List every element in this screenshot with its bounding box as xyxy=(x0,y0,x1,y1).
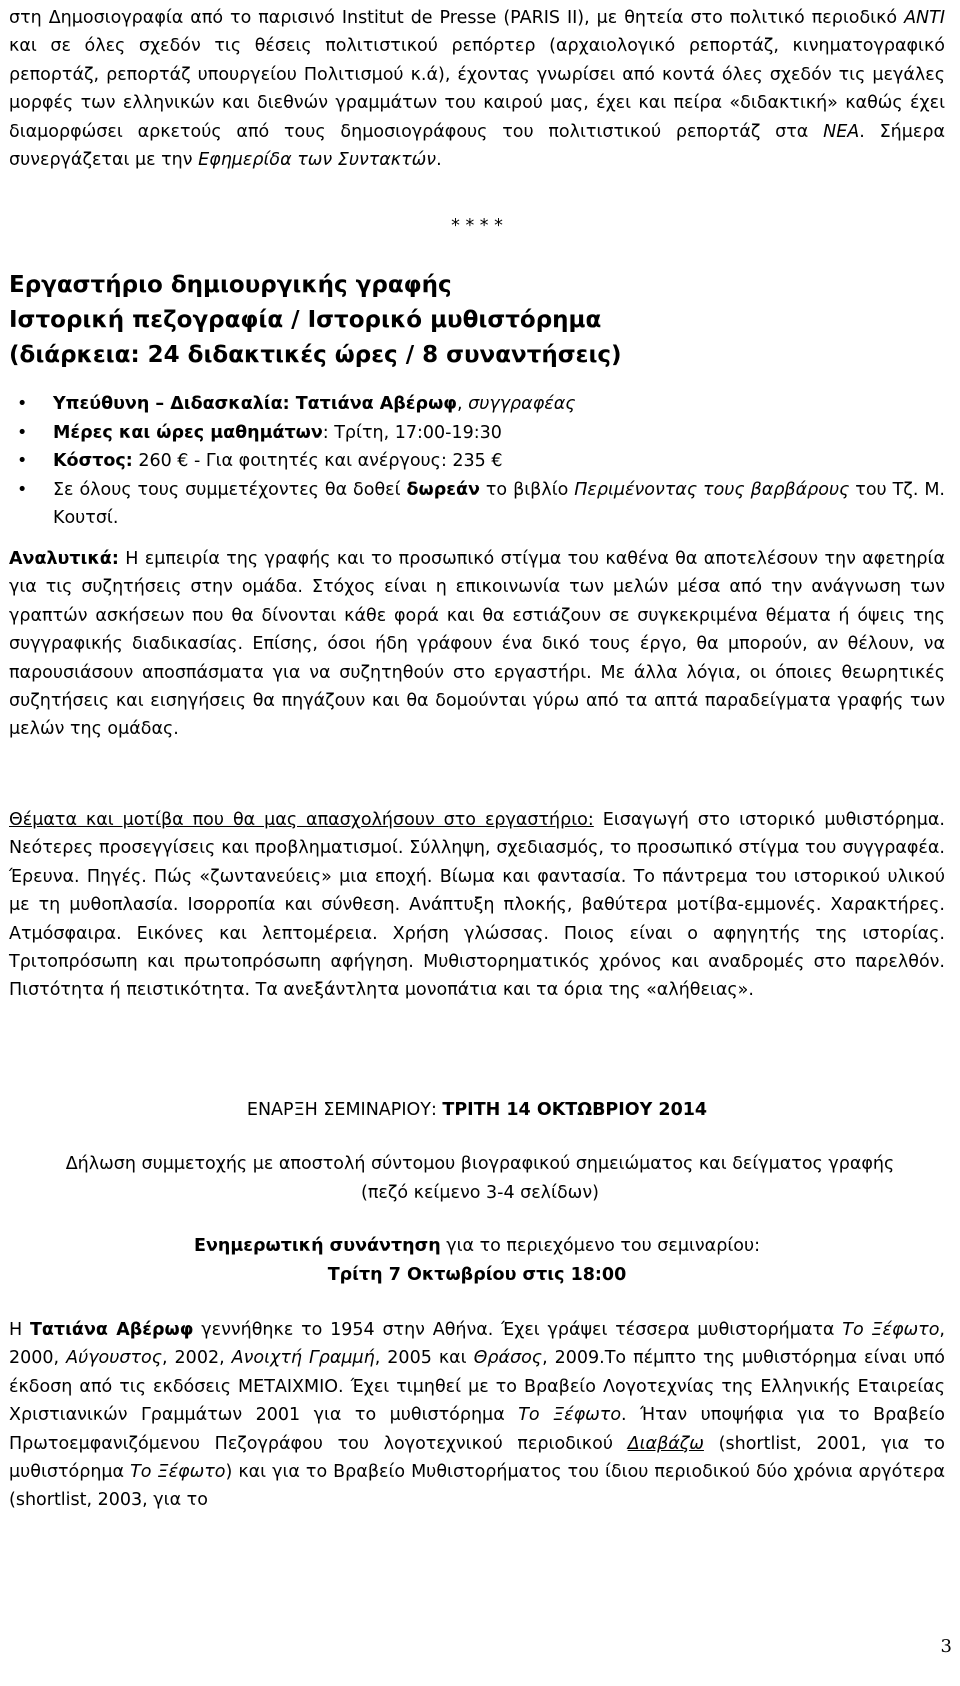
list-item-instructor: • Υπεύθυνη – Διδασκαλία: Τατιάνα Αβέρωφ, συγγραφέας xyxy=(9,390,945,419)
cost-label: Κόστος: xyxy=(53,451,133,471)
free-label: δωρεάν xyxy=(406,479,480,500)
intro-text-1: στη Δημοσιογραφία από το παρισινό Institut de Presse (PARIS II), με θητεία στο πολιτικό περιοδικό xyxy=(9,8,905,28)
heading-duration: (διάρκεια: 24 διδακτικές ώρες / 8 συναντήσεις) xyxy=(9,342,622,368)
book-title: Θράσος xyxy=(473,1348,543,1369)
magazine-title: Διαβάζω xyxy=(627,1433,704,1454)
intro-text-3: . Σήμερα συνεργάζεται με την xyxy=(9,121,945,171)
list-item-cost xyxy=(9,447,945,476)
seminar-start xyxy=(9,1096,945,1124)
cost-value: 260 € - Για φοιτητές και ανέργους: 235 € xyxy=(132,451,503,471)
book-title: Το Ξέφωτο xyxy=(842,1320,940,1340)
intro-text-2: και σε όλες σχεδόν τις θέσεις πολιτιστικού ρεπόρτερ (αρχαιολογικό ρεπορτάζ, κινηματογραφικό ρεπορτάζ, ρεπορτάζ υπουργείου Πολιτισμού κ.ά), έχοντας γνωρίσει από κοντά όλες σχεδόν τις μεγάλες μορφές των ελληνικών και διεθνών γραμμάτων του καιρού μας, έχει και πείρα «διδακτική» καθώς έχει διαμορφώσει αρκετούς από τους δημοσιογράφους του πολιτιστικού ρεπορτάζ στα xyxy=(9,36,945,142)
book-title: Το Ξέφωτο xyxy=(130,1462,226,1483)
intro-text-4: . xyxy=(436,150,442,171)
heading-subtitle: Ιστορική πεζογραφία / Ιστορικό μυθιστόρημα xyxy=(9,307,602,333)
book-title: Το Ξέφωτο xyxy=(518,1405,622,1426)
start-label: ΕΝΑΡΞΗ ΣΕΜΙΝΑΡΙΟΥ: xyxy=(246,1100,443,1120)
section-separator: * * * * xyxy=(451,216,503,236)
analysis-text: Η εμπειρία της γραφής και το προσωπικό στίγμα του καθένα θα αποτελέσουν την αφετηρία για τις συζητήσεις στην ομάδα. Στόχος είναι η επικοινωνία των μελών μέσα από την ανάγνωση των γραπτών ασκήσεων που θα δίνονται κάθε φορά και θα εστιάζουν σε συγκεκριμένα θέματα ή όψεις της συγγραφικής διαδικασίας. Επίσης, όσοι ήδη γράφουν ένα δικό τους έργο, θα μπορούν, αν θέλουν, να παρουσιάσουν αποσπάσματα για να συζητηθούν στο εργαστήρι. Με άλλα λόγια, οι όποιες θεωρητικές συζητήσεις και εισηγήσεις θα πηγάζουν και θα δομούνται γύρω από τα απτά παραδείγματα γραφής των μελών της ομάδας. xyxy=(9,549,945,740)
list-item-free-book: • Σε όλους τους συμμετέχοντες θα δοθεί δωρεάν το βιβλίο Περιμένοντας τους βαρβάρους του Τζ. Μ. Κουτσί. xyxy=(9,476,945,533)
intro-paragraph xyxy=(9,4,945,174)
themes-label: Θέματα και μοτίβα που θα μας απασχολήσουν στο εργαστήριο: xyxy=(9,810,594,830)
heading-title: Εργαστήριο δημιουργικής γραφής xyxy=(9,272,452,298)
analysis-label: Αναλυτικά: xyxy=(9,549,119,569)
instructor-role: συγγραφέας xyxy=(468,394,576,414)
themes-text: Εισαγωγή στο ιστορικό μυθιστόρημα. Νεότερες προσεγγίσεις και προβληματισμοί. Σύλληψη, σχεδιασμός, το προσωπικό στίγμα του συγγραφέα. Έρευνα. Πηγές. Πώς «ζωντανεύεις» μια εποχή. Βίωμα και φαντασία. Το πάντρεμα του ιστορικού υλικού με τη μυθοπλασία. Ισορροπία και σύνθεση. Ανάπτυξη πλοκής, βαθύτερα μοτίβα-εμμονές. Χαρακτήρες. Ατμόσφαιρα. Εικόνες και λεπτομέρεια. Χρήση γλώσσας. Ποιος είναι ο αφηγητής της ιστορίας. Τριτοπρόσωπη και πρωτοπρόσωπη αφήγηση. Μυθιστορηματικός χρόνος και αναδρομές στο παρελθόν. Πιστότητα ή πειστικότητα. Τα ανεξάντλητα μονοπάτια και τα όρια της «αλήθειας». xyxy=(9,810,945,1001)
details-list xyxy=(9,390,945,533)
magazine-anti: ΑΝΤΙ xyxy=(904,8,945,28)
themes-paragraph xyxy=(9,806,945,1005)
list-item-schedule xyxy=(9,419,945,448)
analysis-paragraph xyxy=(9,545,945,744)
newspaper-nea: ΝΕΑ xyxy=(823,121,860,142)
book-title: Περιμένοντας τους βαρβάρους xyxy=(574,479,850,500)
application-text: Δήλωση συμμετοχής με αποστολή σύντομου βιογραφικού σημειώματος και δείγματος γραφής (πεζό κείμενο 3-4 σελίδων) xyxy=(65,1154,895,1203)
page-number: 3 xyxy=(940,1636,952,1657)
start-date: ΤΡΙΤΗ 14 ΟΚΤΩΒΡΙΟΥ 2014 xyxy=(442,1100,708,1120)
info-meeting-label: Ενημερωτική συνάντηση xyxy=(194,1236,441,1256)
bio-paragraph: Η Τατιάνα Αβέρωφ γεννήθηκε το 1954 στην Αθήνα. Έχει γράψει τέσσερα μυθιστορήματα Το Ξέφωτο, 2000, Αύγουστος, 2002, Ανοιχτή Γραμμή, 2005 και Θράσος, 2009.Το πέμπτο της μυθιστόρημα είναι υπό έκδοση από τις εκδόσεις ΜΕΤΑΙΧΜΙΟ. Έχει τιμηθεί με το Βραβείο Λογοτεχνίας της Ελληνικής Εταιρείας Χριστιανικών Γραμμάτων 2001 για το μυθιστόρημα Το Ξέφωτο. Ήταν υποψήφια για το Βραβείο Πρωτοεμφανιζόμενου Πεζογράφου του λογοτεχνικού περιοδικού Διαβάζω (shortlist, 2001, για το μυθιστόρημα Το Ξέφωτο) και για το Βραβείο Μυθιστορήματος του ίδιου περιοδικού δύο χρόνια αργότερα (shortlist, 2003, για το xyxy=(9,1320,946,1511)
info-meeting-date: Τρίτη 7 Οκτωβρίου στις 18:00 xyxy=(327,1264,627,1285)
info-meeting-text: για το περιεχόμενο του σεμιναρίου: xyxy=(440,1236,760,1256)
book-title: Αύγουστος xyxy=(66,1348,162,1369)
workshop-heading xyxy=(9,268,945,373)
application-info xyxy=(40,1150,920,1207)
schedule-value: : Τρίτη, 17:00-19:30 xyxy=(322,422,502,443)
info-meeting xyxy=(9,1232,945,1289)
book-title: Ανοιχτή Γραμμή xyxy=(231,1348,375,1369)
author-name: Τατιάνα Αβέρωφ xyxy=(29,1320,194,1340)
instructor-label: Υπεύθυνη – Διδασκαλία: Τατιάνα Αβέρωφ xyxy=(53,394,457,414)
schedule-label: Μέρες και ώρες μαθημάτων xyxy=(53,422,323,443)
newspaper-efsyn: Εφημερίδα των Συντακτών xyxy=(198,150,437,171)
